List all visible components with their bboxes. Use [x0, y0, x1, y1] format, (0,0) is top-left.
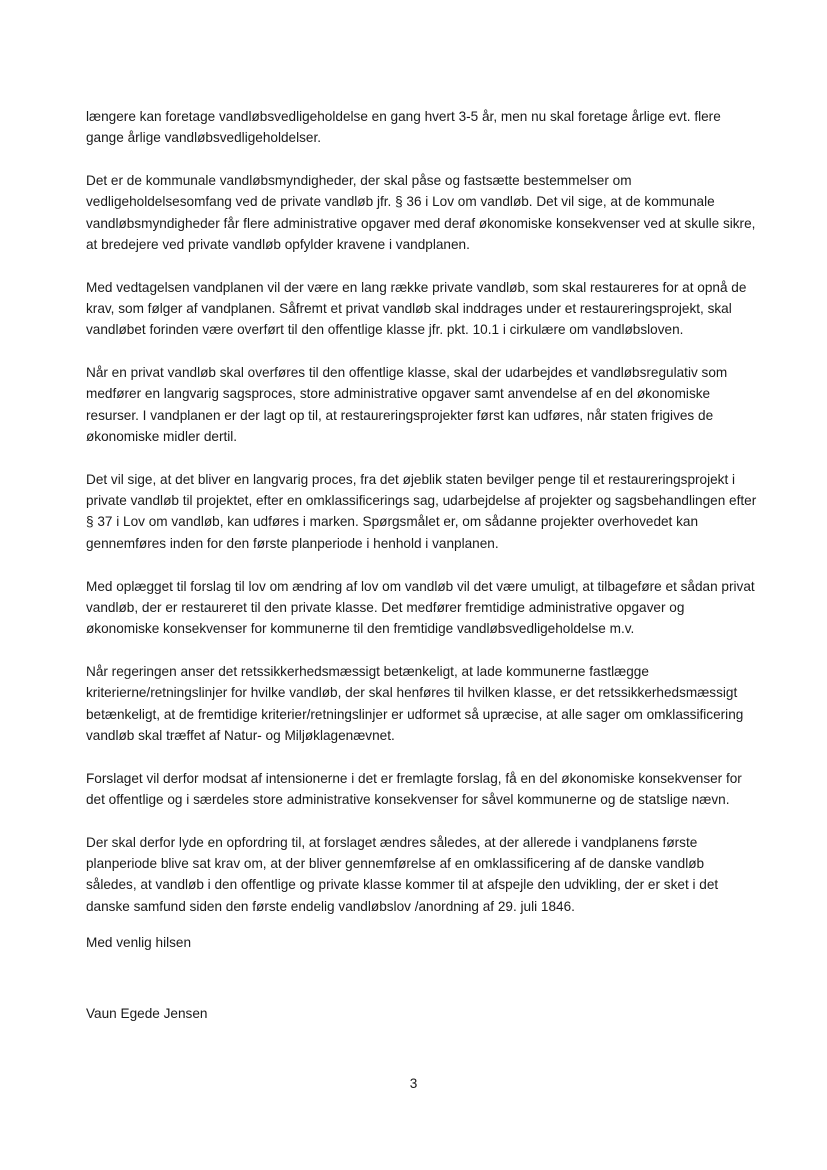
signature-name: Vaun Egede Jensen [86, 1006, 208, 1021]
paragraph-2: Det er de kommunale vandløbsmyndigheder, der skal påse og fastsætte bestemmelser om vedligeholdelsesomfang ved de private vandløb jfr. § 36 i Lov om vandløb. Det vil sige, at de kommunale vandløbsmyndigheder får flere administrative opgaver med deraf økonomiske konsekvenser ved at skulle sikre, at bredejere ved private vandløb opfylder kravene i vandplanen. [86, 173, 756, 252]
page-number: 3 [409, 1076, 418, 1091]
closing-salutation: Med venlig hilsen [86, 935, 192, 950]
paragraph-4: Når en privat vandløb skal overføres til den offentlige klasse, skal der udarbejdes et vandløbsregulativ som medfører en langvarig sagsproces, store administrative opgaver samt anvendelse af en del økonomiske resurser. I vandplanen er der lagt op til, at restaureringsprojekter først kan udføres, når staten frigives de økonomiske midler dertil. [86, 365, 728, 445]
paragraph-6: Med oplægget til forslag til lov om ændring af lov om vandløb vil det være umuligt, at tilbageføre et sådan privat vandløb, der er restaureret til den private klasse. Det medfører fremtidige administrative opgaver og økonomiske konsekvenser for kommunerne til den fremtidige vandløbsvedligeholdelse m.v. [86, 578, 755, 637]
paragraph-7: Når regeringen anser det retssikkerhedsmæssigt betænkeligt, at lade kommunerne fastlægge kriterierne/retningslinjer for hvilke vandløb, der skal henføres til hvilken klasse, er det retssikkerhedsmæssigt betænkeligt, at de fremtidige kriterier/retningslinjer er udformet så upræcise, at alle sager om omklassificering vandløb skal træffet af Natur- og Miljøklagenævnet. [86, 663, 744, 743]
paragraph-9: Der skal derfor lyde en opfordring til, at forslaget ændres således, at der allerede i vandplanens første planperiode blive sat krav om, at der bliver gennemførelse af en omklassificering af de danske vandløb således, at vandløb i den offentlige og private klasse kommer til at afspejle den udvikling, der er sket i det danske samfund siden den første endelig vandløbslov /anordning af 29. juli 1846. [86, 834, 719, 914]
paragraph-3: Med vedtagelsen vandplanen vil der være en lang række private vandløb, som skal restaureres for at opnå de krav, som følger af vandplanen. Såfremt et privat vandløb skal inddrages under et restaureringsprojekt, skal vandløbet forinden være overført til den offentlige klasse jfr. pkt. 10.1 i cirkulære om vandløbsloven. [86, 279, 747, 338]
paragraph-5: Det vil sige, at det bliver en langvarig proces, fra det øjeblik staten bevilger penge til et restaureringsprojekt i private vandløb til projektet, efter en omklassificerings sag, udarbejdelse af projekter og sagsbehandlingen efter § 37 i Lov om vandløb, kan udføres i marken. Spørgsmålet er, om sådanne projekter overhovedet kan gennemføres inden for den første planperiode i henhold i vanplanen. [86, 471, 757, 551]
paragraph-1: længere kan foretage vandløbsvedligeholdelse en gang hvert 3-5 år, men nu skal foretage årlige evt. flere gange årlige vandløbsvedligeholdelser. [86, 109, 721, 146]
paragraph-8: Forslaget vil derfor modsat af intensionerne i det er fremlagte forslag, få en del økonomiske konsekvenser for det offentlige og i særdeles store administrative konsekvenser for såvel kommunerne og de statslige nævn. [86, 770, 742, 807]
letter-body [86, 106, 758, 938]
